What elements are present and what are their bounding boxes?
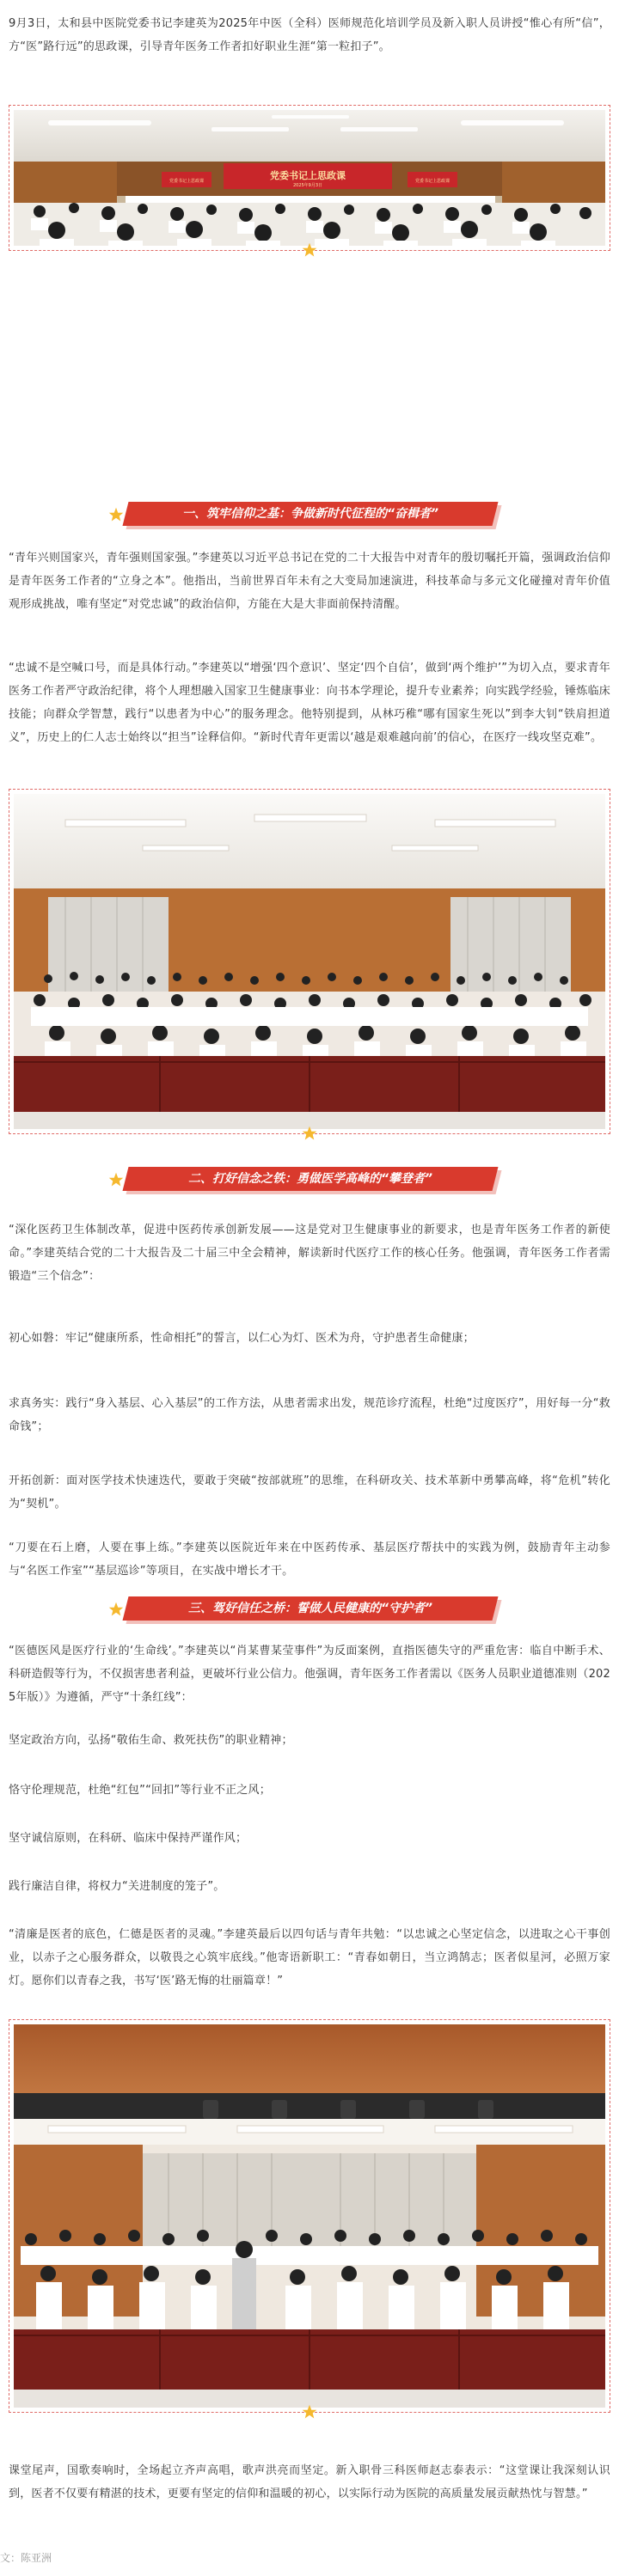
section3-paragraph-1: “医德医风是医疗行业的‘生命线’。”李建英以“肖某曹某莹事件”为反面案例，直指医德失守的严重危害：临自中断手术、科研造假等行为，不仅损害患者利益，更破坏行业公信力。他强调，青年医务工作者需以《医务人员职业道德准则（2025年版）》为遵循，严守“十条红线”： xyxy=(9,1645,610,1704)
section-heading-2 xyxy=(0,1162,619,1196)
star-icon xyxy=(302,242,317,258)
side-banner-right: 党委书记上思政课 xyxy=(414,179,450,184)
photo-audience-front-rows xyxy=(9,789,610,1134)
lecture-hall-photo-2 xyxy=(14,794,605,1129)
section2-paragraph-4: 开拓创新：面对医学技术快速迭代，要敢于突破“按部就班”的思维，在科研攻关、技术革新中勇攀高峰，将“危机”转化为“契机”。 xyxy=(9,1474,610,1511)
stage-banner-subtitle: 2025年9月3日 xyxy=(292,183,323,188)
section1-paragraph-2: “忠诚不是空喊口号，而是具体行动。”李建英以“增强‘四个意识’、坚定‘四个自信’，做到‘两个维护’”为切入点，要求青年医务工作者严守政治纪律，将个人理想融入国家卫生健康事业：向书本学理论，提升专业素养；向实践学经验，锤炼临床技能；向群众学智慧，践行“以患者为中心”的服务理念。他特别提到，从林巧稚“哪有国家生死以”到李大钊“铁肩担道义”，历史上的仁人志士始终以“担当”诠释信仰。“新时代青年更需以‘越是艰难越向前’的信心，在医疗一线攻坚克难”。 xyxy=(9,662,610,744)
section3-paragraph-3: 恪守伦理规范，杜绝“红包”“回扣”等行业不正之风； xyxy=(9,1784,271,1797)
section-heading-3 xyxy=(0,1591,619,1626)
star-icon xyxy=(302,1126,317,1141)
lecture-hall-photo-3 xyxy=(14,2024,605,2408)
section-heading-1 xyxy=(0,497,619,531)
section-heading-3-text: 三、驾好信任之桥：誓做人民健康的“守护者” xyxy=(187,1602,433,1615)
star-icon xyxy=(302,2404,317,2420)
section3-paragraph-2: 坚定政治方向，弘扬“敬佑生命、救死扶伤”的职业精神； xyxy=(9,1734,293,1747)
section3-paragraph-5: 践行廉洁自律，将权力“关进制度的笼子”。 xyxy=(9,1880,225,1893)
section3-paragraph-6: “清廉是医者的底色，仁德是医者的灵魂。”李建英最后以四句话与青年共勉：“以忠诚之心坚定信念，以进取之心干事创业，以赤子之心服务群众，以敬畏之心筑牢底线。”他寄语新职工：“青春如朝日，当立鸿鹄志；医者似星河，必照万家灯。愿你们以青春之我，书写‘医’路无悔的壮丽篇章！” xyxy=(9,1928,610,1987)
star-icon xyxy=(108,1172,124,1187)
star-icon xyxy=(108,507,124,522)
star-icon xyxy=(108,1602,124,1617)
section-heading-1-text: 一、筑牢信仰之基：争做新时代征程的“奋楫者” xyxy=(181,507,439,521)
intro-paragraph: 9月3日，太和县中医院党委书记李建英为2025年中医（全科）医师规范化培训学员及新入职人员讲授“惟心有所“信”，方“医”路行远”的思政课，引导青年医务工作者扣好职业生涯“第一粒扣子”。 xyxy=(9,17,610,53)
section3-paragraph-4: 坚守诚信原则，在科研、临床中保持严谨作风； xyxy=(9,1832,248,1845)
side-banner-left: 党委书记上思政课 xyxy=(169,179,205,184)
closing-paragraph: 课堂尾声，国歌奏响时，全场起立齐声高唱，歌声洪亮而坚定。新入职骨三科医师赵志泰表示：“这堂课让我深刻认识到，医者不仅要有精湛的技术，更要有坚定的信仰和温暖的初心，以实际行动为医院的高质量发展贡献热忱与智慧。” xyxy=(9,2464,610,2500)
author-credit: 文：陈亚洲 xyxy=(0,2552,52,2564)
section2-paragraph-3: 求真务实：践行“身入基层、心入基层”的工作方法，从患者需求出发，规范诊疗流程，杜绝“过度医疗”，用好每一分“救命钱”； xyxy=(9,1397,610,1433)
stage-banner-title: 党委书记上思政课 xyxy=(270,170,346,181)
photo-standing-audience xyxy=(9,2019,610,2413)
section1-paragraph-1: “青年兴则国家兴，青年强则国家强。”李建英以习近平总书记在党的二十大报告中对青年的殷切嘱托开篇，强调政治信仰是青年医务工作者的“立身之本”。他指出，当前世界百年未有之大变局加速演进，科技革命与多元文化碰撞对青年价值观形成挑战，唯有坚定“对党忠诚”的政治信仰，方能在大是大非面前保持清醒。 xyxy=(9,552,610,611)
section-heading-2-text: 二、打好信念之铁：勇做医学高峰的“攀登者” xyxy=(187,1172,433,1186)
section2-paragraph-5: “刀要在石上磨，人要在事上练。”李建英以医院近年来在中医药传承、基层医疗帮扶中的实践为例，鼓励青年主动参与“名医工作室”“基层巡诊”等项目，在实战中增长才干。 xyxy=(9,1541,610,1578)
section2-paragraph-2: 初心如磐：牢记“健康所系，性命相托”的誓言，以仁心为灯、医术为舟，守护患者生命健康； xyxy=(9,1332,475,1345)
lecture-hall-photo-1 xyxy=(14,110,605,246)
section2-paragraph-1: “深化医药卫生体制改革，促进中医药传承创新发展——这是党对卫生健康事业的新要求，也是青年医务工作者的新使命。”李建英结合党的二十大报告及二十届三中全会精神，解读新时代医疗工作的核心任务。他强调，青年医务工作者需锻造“三个信念”： xyxy=(9,1224,610,1283)
photo-lecture-hall-stage xyxy=(9,105,610,251)
